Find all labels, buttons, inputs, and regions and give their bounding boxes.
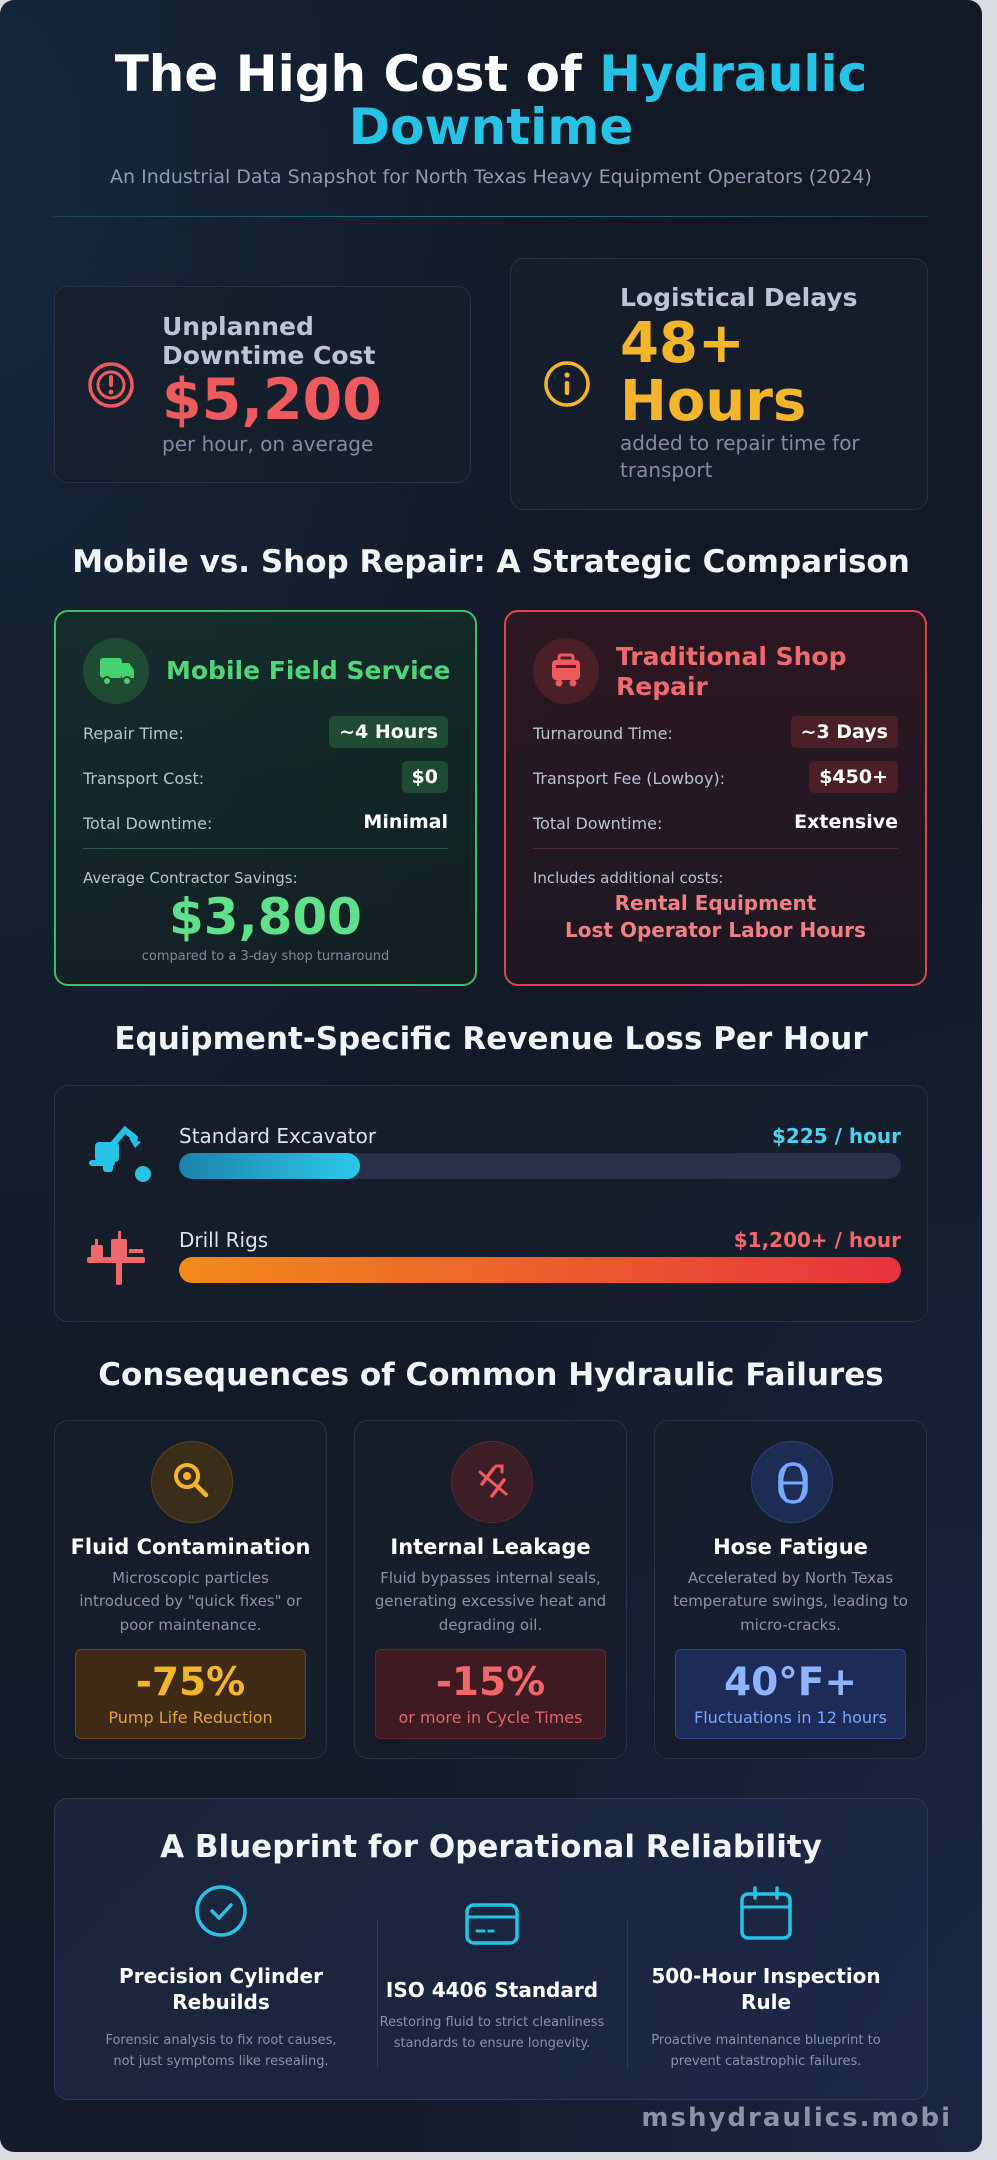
mobile-title: Mobile Field Service xyxy=(166,656,451,685)
failures-heading: Consequences of Common Hydraulic Failures xyxy=(98,1357,884,1393)
failure-stat-box xyxy=(375,1649,606,1739)
mobile-row-downtime xyxy=(83,806,448,840)
stat-label: Unplanned Downtime Cost xyxy=(162,312,376,370)
failure-title: Hose Fatigue xyxy=(713,1535,868,1559)
blueprint-description: Restoring fluid to strict cleanliness standards to ensure longevity. xyxy=(379,2015,605,2051)
revenue-bar-fill xyxy=(179,1153,360,1179)
service-truck-icon xyxy=(83,638,149,704)
revenue-bar-track xyxy=(179,1153,901,1179)
savings-value: $3,800 xyxy=(169,888,362,946)
magnifier-icon xyxy=(152,1442,234,1524)
check-circle-icon xyxy=(191,1885,251,1945)
failure-description: Microscopic particles introduced by "quick fixes" or poor maintenance. xyxy=(79,1569,302,1634)
row-label: Repair Time: xyxy=(83,724,184,743)
failure-stat: -15% xyxy=(435,1660,546,1705)
stat-value: $5,200 xyxy=(162,367,382,433)
blueprint-panel xyxy=(54,1798,928,2100)
failure-card-hose xyxy=(654,1420,927,1759)
failure-stat: 40°F+ xyxy=(723,1660,858,1705)
failure-description: Accelerated by North Texas temperature swings, leading to micro-cracks. xyxy=(673,1569,908,1634)
equipment-rate: $225 / hour xyxy=(772,1124,901,1148)
shop-row-downtime xyxy=(533,806,898,840)
title-accent: Hydraulic Downtime xyxy=(348,45,868,156)
row-value: $0 xyxy=(402,761,448,793)
failure-stat-label: Fluctuations in 12 hours xyxy=(694,1708,887,1727)
blueprint-description: Proactive maintenance blueprint to prevent catastrophic failures. xyxy=(651,2033,881,2069)
drill-rig-icon xyxy=(83,1221,155,1293)
mobile-service-card xyxy=(54,610,477,986)
row-value: ~3 Days xyxy=(791,716,898,748)
extra-cost-item: Lost Operator Labor Hours xyxy=(565,918,866,942)
equipment-rate: $1,200+ / hour xyxy=(733,1228,901,1252)
failure-stat-label: or more in Cycle Times xyxy=(398,1708,583,1727)
blueprint-title: ISO 4406 Standard xyxy=(385,1978,599,2002)
page-title xyxy=(0,45,982,156)
blueprint-separator xyxy=(627,1919,628,2069)
row-value: Extensive xyxy=(794,811,898,833)
calendar-icon xyxy=(736,1885,796,1945)
savings-label: Average Contractor Savings: xyxy=(83,869,298,887)
row-label: Turnaround Time: xyxy=(533,724,673,743)
blueprint-item-iso xyxy=(366,1885,618,2081)
shop-divider xyxy=(533,848,898,849)
hose-coil-icon xyxy=(752,1442,834,1524)
comparison-heading: Mobile vs. Shop Repair: A Strategic Comparison xyxy=(72,544,910,580)
failure-icon-wrap xyxy=(151,1441,233,1523)
mobile-row-repair-time xyxy=(83,716,448,750)
failure-stat-label: Pump Life Reduction xyxy=(108,1708,273,1727)
broken-link-icon xyxy=(452,1442,534,1524)
failure-card-leakage xyxy=(354,1420,627,1759)
row-value: Minimal xyxy=(363,811,448,833)
failure-stat: -75% xyxy=(135,1660,246,1705)
row-value: $450+ xyxy=(809,761,898,793)
blueprint-title: Precision Cylinder Rebuilds xyxy=(119,1964,323,2015)
failure-title: Fluid Contamination xyxy=(70,1535,311,1559)
stat-note: added to repair time for transport xyxy=(620,431,860,482)
card-icon xyxy=(462,1895,522,1955)
blueprint-title: 500-Hour Inspection Rule xyxy=(651,1964,881,2015)
stat-card-downtime xyxy=(54,286,471,483)
shop-row-transport xyxy=(533,761,898,795)
mobile-row-transport xyxy=(83,761,448,795)
shop-icon-wrap xyxy=(533,638,599,704)
mobile-divider xyxy=(83,848,448,849)
failure-icon-wrap xyxy=(751,1441,833,1523)
extra-cost-item: Rental Equipment xyxy=(614,891,817,915)
stat-card-delays xyxy=(510,258,928,510)
failure-stat-box xyxy=(75,1649,306,1739)
revenue-bar-fill xyxy=(179,1257,901,1283)
header-divider xyxy=(54,216,928,217)
extra-costs-label: Includes additional costs: xyxy=(533,869,724,887)
stat-note: per hour, on average xyxy=(162,432,374,456)
shop-repair-card xyxy=(504,610,927,986)
failure-description: Fluid bypasses internal seals, generating excessive heat and degrading oil. xyxy=(374,1569,607,1634)
blueprint-description: Forensic analysis to fix root causes, not just symptoms like resealing. xyxy=(105,2033,337,2069)
failure-title: Internal Leakage xyxy=(390,1535,591,1559)
blueprint-item-cylinder xyxy=(95,1885,347,2081)
shop-title: Traditional Shop Repair xyxy=(616,642,847,701)
failure-card-contamination xyxy=(54,1420,327,1759)
equipment-name: Standard Excavator xyxy=(179,1124,377,1148)
row-label: Transport Fee (Lowboy): xyxy=(533,769,726,788)
title-main: The High Cost of xyxy=(114,45,600,103)
brand-url: mshydraulics.mobi xyxy=(641,2103,952,2133)
row-label: Total Downtime: xyxy=(83,814,213,833)
savings-note: compared to a 3-day shop turnaround xyxy=(141,949,390,964)
failure-stat-box xyxy=(675,1649,906,1739)
excavator-icon xyxy=(83,1116,155,1188)
stat-label: Logistical Delays xyxy=(620,283,858,312)
stat-value: 48+ Hours xyxy=(620,311,807,434)
lowboy-trailer-icon xyxy=(533,638,599,704)
revenue-heading: Equipment-Specific Revenue Loss Per Hour xyxy=(114,1021,868,1057)
blueprint-item-inspection xyxy=(640,1885,892,2081)
mobile-icon-wrap xyxy=(83,638,149,704)
row-value: ~4 Hours xyxy=(329,716,448,748)
row-label: Total Downtime: xyxy=(533,814,663,833)
page-subtitle: An Industrial Data Snapshot for North Texas Heavy Equipment Operators (2024) xyxy=(110,166,872,188)
equipment-name: Drill Rigs xyxy=(179,1228,269,1252)
alert-circle-icon xyxy=(87,361,135,409)
failure-icon-wrap xyxy=(451,1441,533,1523)
shop-row-turnaround xyxy=(533,716,898,750)
row-label: Transport Cost: xyxy=(83,769,205,788)
blueprint-heading: A Blueprint for Operational Reliability xyxy=(160,1829,822,1865)
revenue-bar-track xyxy=(179,1257,901,1283)
info-circle-icon xyxy=(543,360,591,408)
revenue-panel xyxy=(54,1085,928,1322)
